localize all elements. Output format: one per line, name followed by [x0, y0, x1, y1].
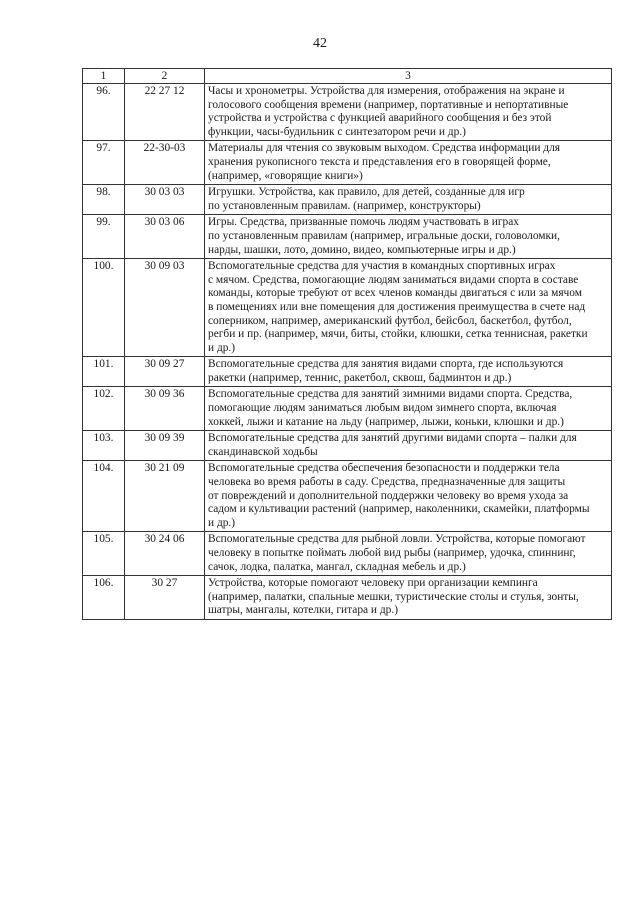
description-line: (например, «говорящие книги»): [208, 169, 363, 182]
registry-table-body: [83, 69, 612, 620]
page-number: 42: [313, 36, 327, 51]
row-number: 104.: [83, 461, 125, 532]
row-description: [205, 141, 612, 185]
description-line: шатры, мангалы, котелки, гитара и др.): [208, 604, 398, 617]
table-row: [83, 84, 612, 141]
table-row: [83, 215, 612, 259]
description-line: Вспомогательные средства обеспечения безопасности и поддержки тела: [208, 462, 560, 475]
table-row: [83, 259, 612, 357]
description-line: человека во время работы в саду. Средства, предназначенные для защиты: [208, 476, 566, 489]
description-line: Вспомогательные средства для участия в командных спортивных играх: [208, 260, 556, 273]
row-number: 98.: [83, 185, 125, 215]
header-col-3: 3: [205, 69, 612, 84]
row-number: 101.: [83, 357, 125, 387]
row-description: [205, 461, 612, 532]
description-line: Устройства, которые помогают человеку при организации кемпинга: [208, 577, 538, 590]
row-number: 102.: [83, 387, 125, 431]
table-row: [83, 357, 612, 387]
row-number: 106.: [83, 576, 125, 620]
row-number: 100.: [83, 259, 125, 357]
header-col-1: 1: [83, 69, 125, 84]
table-row: [83, 576, 612, 620]
row-description: [205, 576, 612, 620]
description-line: сачок, лодка, палатка, мангал, складная мебель и др.): [208, 560, 466, 573]
description-line: хранения рукописного текста и представления его в говорящей форме,: [208, 155, 551, 168]
registry-table: [82, 68, 612, 620]
description-line: по установленным правилам (например, игральные доски, головоломки,: [208, 229, 560, 242]
row-number: 105.: [83, 532, 125, 576]
description-line: голосового сообщения времени (например, портативные и непортативные: [208, 98, 569, 111]
description-line: ракетки (например, теннис, ракетбол, сквош, бадминтон и др.): [208, 371, 512, 384]
header-col-2: 2: [125, 69, 205, 84]
description-line: скандинавской ходьбы: [208, 445, 318, 458]
row-description: [205, 387, 612, 431]
description-line: от повреждений и дополнительной поддержки человеку во время ухода за: [208, 489, 569, 502]
row-code: 30 21 09: [125, 461, 205, 532]
row-description: [205, 431, 612, 461]
row-code: 30 03 03: [125, 185, 205, 215]
description-line: нарды, шашки, лото, домино, видео, компьютерные игры и др.): [208, 243, 516, 256]
description-line: хоккей, лыжи и катание на льду (например, лыжи, коньки, клюшки и др.): [208, 415, 564, 428]
row-number: 99.: [83, 215, 125, 259]
row-code: 30 24 06: [125, 532, 205, 576]
row-code: 30 09 03: [125, 259, 205, 357]
row-code: 30 09 39: [125, 431, 205, 461]
row-code: 30 09 36: [125, 387, 205, 431]
description-line: (например, палатки, спальные мешки, туристические столы и стулья, зонты,: [208, 590, 579, 603]
description-line: с мячом. Средства, помогающие людям заниматься видами спорта в составе: [208, 273, 579, 286]
table-row: [83, 431, 612, 461]
description-line: Материалы для чтения со звуковым выходом. Средства информации для: [208, 142, 561, 155]
description-line: регби и пр. (например, мячи, биты, стойки, клюшки, сетка теннисная, ракетки: [208, 328, 588, 341]
description-line: в помещениях или вне помещения для достижения преимущества в счете над: [208, 300, 586, 313]
table-row: [83, 185, 612, 215]
row-number: 97.: [83, 141, 125, 185]
description-line: по установленным правилам. (например, конструкторы): [208, 199, 481, 212]
description-line: Часы и хронометры. Устройства для измерения, отображения на экране и: [208, 85, 565, 97]
description-line: Вспомогательные средства для занятий другими видами спорта – палки для: [208, 432, 577, 445]
description-line: устройства и устройства с функцией аварийного сообщения и без этой: [208, 112, 552, 125]
description-line: Игры. Средства, призванные помочь людям участвовать в играх: [208, 216, 519, 229]
row-description: [205, 84, 612, 141]
row-description: [205, 215, 612, 259]
row-code: 30 03 06: [125, 215, 205, 259]
description-line: функции, часы-будильник с синтезатором речи и др.): [208, 125, 466, 138]
description-line: человеку в попытке поймать любой вид рыбы (например, удочка, спиннинг,: [208, 547, 576, 559]
row-code: 22 27 12: [125, 84, 205, 141]
table-row: [83, 532, 612, 576]
row-code: 30 09 27: [125, 357, 205, 387]
description-line: садом и культивации растений (например, наколенники, скамейки, платформы: [208, 503, 590, 516]
row-description: [205, 259, 612, 357]
table-row: [83, 461, 612, 532]
description-line: Игрушки. Устройства, как правило, для детей, созданные для игр: [208, 186, 525, 199]
description-line: и др.): [208, 516, 236, 529]
row-code: 22-30-03: [125, 141, 205, 185]
row-number: 103.: [83, 431, 125, 461]
description-line: команды, которые требуют от всех членов команды двигаться с или за мячом: [208, 287, 582, 300]
table-header-row: [83, 69, 612, 84]
description-line: Вспомогательные средства для занятия видами спорта, где используются: [208, 358, 564, 371]
table-row: [83, 387, 612, 431]
description-line: и др.): [208, 341, 236, 354]
row-description: [205, 185, 612, 215]
table-row: [83, 141, 612, 185]
description-line: помогающие людям заниматься любым видом зимнего спорта, включая: [208, 402, 557, 415]
description-line: Вспомогательные средства для занятий зимними видами спорта. Средства,: [208, 388, 573, 401]
description-line: соперником, например, американский футбол, бейсбол, баскетбол, футбол,: [208, 314, 572, 327]
row-code: 30 27: [125, 576, 205, 620]
row-number: 96.: [83, 84, 125, 141]
row-description: [205, 532, 612, 576]
row-description: [205, 357, 612, 387]
description-line: Вспомогательные средства для рыбной ловли. Устройства, которые помогают: [208, 533, 586, 546]
